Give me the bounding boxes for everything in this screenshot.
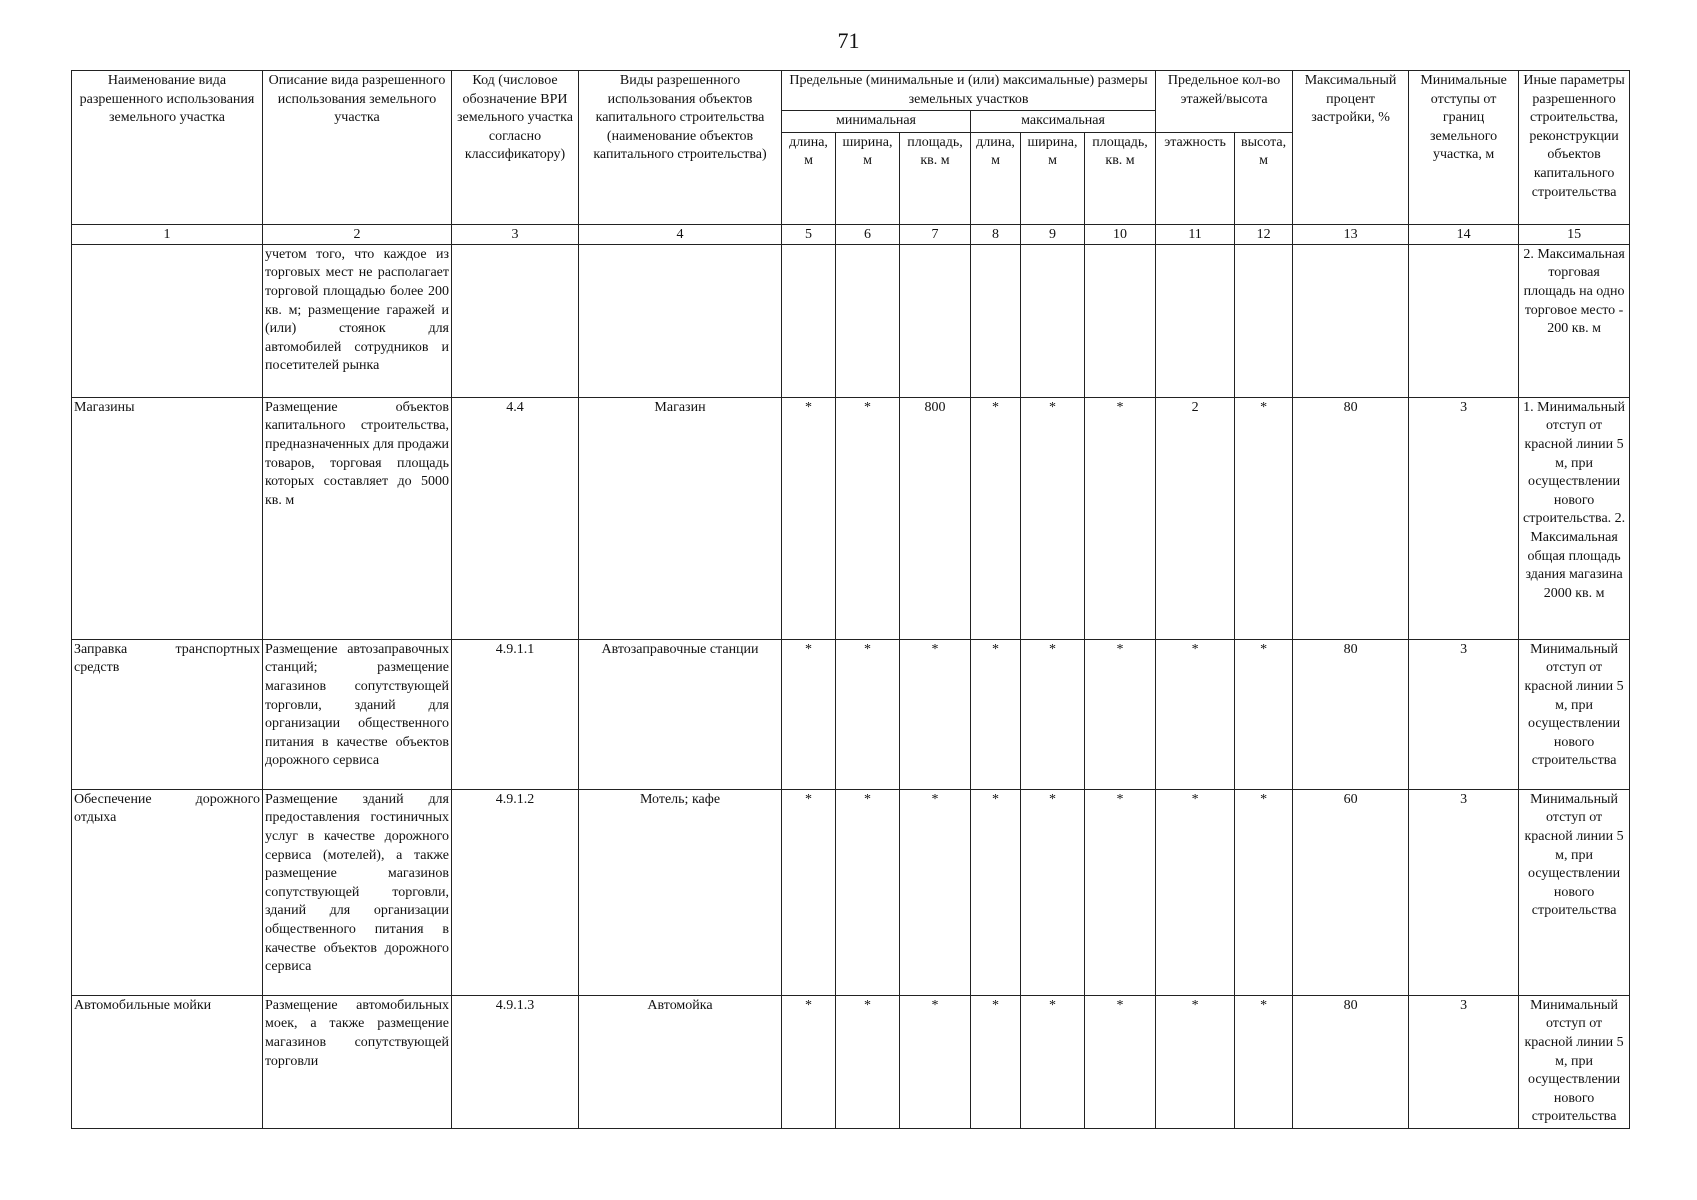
row-max-percent: 60 xyxy=(1293,789,1409,995)
column-number: 3 xyxy=(452,224,579,244)
row-objects: Автозаправочные станции xyxy=(579,639,782,789)
table-row xyxy=(72,397,1630,639)
row-min-length xyxy=(782,244,836,397)
row-objects: Мотель; кафе xyxy=(579,789,782,995)
column-number: 1 xyxy=(72,224,263,244)
row-other-params: 1. Минимальный отступ от красной линии 5 м, при осуществлении нового строительства. 2. Максимальная общая площадь здания магазина 2000 кв. м xyxy=(1519,397,1630,639)
header-max-length: длина, м xyxy=(971,132,1021,224)
column-number: 11 xyxy=(1156,224,1235,244)
row-description: Размещение автомобильных моек, а также размещение магазинов сопутствующей торговли xyxy=(263,995,452,1128)
column-number: 4 xyxy=(579,224,782,244)
row-min-area: 800 xyxy=(900,397,971,639)
row-min-area: * xyxy=(900,995,971,1128)
table-row xyxy=(72,789,1630,995)
column-number: 5 xyxy=(782,224,836,244)
row-max-percent: 80 xyxy=(1293,397,1409,639)
row-min-area xyxy=(900,244,971,397)
table-row xyxy=(72,995,1630,1128)
header-max-area: площадь, кв. м xyxy=(1085,132,1156,224)
header-height: высота, м xyxy=(1235,132,1293,224)
row-objects: Магазин xyxy=(579,397,782,639)
column-number: 10 xyxy=(1085,224,1156,244)
row-min-width xyxy=(836,244,900,397)
row-max-percent: 80 xyxy=(1293,639,1409,789)
table-row xyxy=(72,639,1630,789)
row-floors: * xyxy=(1156,639,1235,789)
header-max-percent: Максимальный процент застройки, % xyxy=(1293,71,1409,225)
column-number: 7 xyxy=(900,224,971,244)
row-offset: 3 xyxy=(1409,639,1519,789)
row-max-area: * xyxy=(1085,789,1156,995)
header-description: Описание вида разрешенного использования земельного участка xyxy=(263,71,452,225)
column-number: 12 xyxy=(1235,224,1293,244)
header-min-area: площадь, кв. м xyxy=(900,132,971,224)
row-other-params: Минимальный отступ от красной линии 5 м, при осуществлении нового строительства xyxy=(1519,995,1630,1128)
row-max-length xyxy=(971,244,1021,397)
row-max-area: * xyxy=(1085,639,1156,789)
row-description: Размещение объектов капитального строительства, предназначенных для продажи товаров, торговая площадь которых составляет до 5000 кв. м xyxy=(263,397,452,639)
row-min-length: * xyxy=(782,639,836,789)
row-max-width xyxy=(1021,244,1085,397)
row-code: 4.9.1.3 xyxy=(452,995,579,1128)
row-height: * xyxy=(1235,639,1293,789)
column-number: 15 xyxy=(1519,224,1630,244)
row-max-width: * xyxy=(1021,397,1085,639)
row-height xyxy=(1235,244,1293,397)
row-offset: 3 xyxy=(1409,397,1519,639)
row-min-length: * xyxy=(782,789,836,995)
row-other-params: Минимальный отступ от красной линии 5 м, при осуществлении нового строительства xyxy=(1519,639,1630,789)
row-max-width: * xyxy=(1021,639,1085,789)
row-max-area: * xyxy=(1085,397,1156,639)
row-name: Обеспечение дорожного отдыха xyxy=(72,789,263,995)
row-max-width: * xyxy=(1021,995,1085,1128)
row-max-area: * xyxy=(1085,995,1156,1128)
row-name xyxy=(72,244,263,397)
row-height: * xyxy=(1235,789,1293,995)
row-min-width: * xyxy=(836,995,900,1128)
row-min-area: * xyxy=(900,789,971,995)
row-max-area xyxy=(1085,244,1156,397)
column-number: 14 xyxy=(1409,224,1519,244)
header-min-length: длина, м xyxy=(782,132,836,224)
header-row-1 xyxy=(72,71,1630,111)
row-min-width: * xyxy=(836,789,900,995)
header-min-offsets: Минимальные отступы от границ земельного участка, м xyxy=(1409,71,1519,225)
header-objects: Виды разрешенного использования объектов капитального строительства (наименование объектов капитального строительства) xyxy=(579,71,782,225)
header-max-width: ширина, м xyxy=(1021,132,1085,224)
row-name: Магазины xyxy=(72,397,263,639)
row-description: Размещение автозаправочных станций; размещение магазинов сопутствующей торговли, зданий для организации общественного питания в качестве объектов дорожного сервиса xyxy=(263,639,452,789)
row-max-width: * xyxy=(1021,789,1085,995)
row-code: 4.9.1.2 xyxy=(452,789,579,995)
column-number: 6 xyxy=(836,224,900,244)
row-max-length: * xyxy=(971,397,1021,639)
row-objects: Автомойка xyxy=(579,995,782,1128)
column-number: 8 xyxy=(971,224,1021,244)
row-offset xyxy=(1409,244,1519,397)
row-height: * xyxy=(1235,995,1293,1128)
zoning-regulations-table xyxy=(71,70,1630,1129)
row-name: Автомобильные мойки xyxy=(72,995,263,1128)
header-name: Наименование вида разрешенного использования земельного участка xyxy=(72,71,263,225)
row-code: 4.9.1.1 xyxy=(452,639,579,789)
row-objects xyxy=(579,244,782,397)
header-floors-group: Предельное кол-во этажей/высота xyxy=(1156,71,1293,133)
row-min-area: * xyxy=(900,639,971,789)
row-max-length: * xyxy=(971,639,1021,789)
row-min-length: * xyxy=(782,397,836,639)
row-name: Заправка транспортных средств xyxy=(72,639,263,789)
row-code xyxy=(452,244,579,397)
row-max-length: * xyxy=(971,995,1021,1128)
header-floors: этажность xyxy=(1156,132,1235,224)
row-min-width: * xyxy=(836,397,900,639)
row-floors: * xyxy=(1156,995,1235,1128)
header-code: Код (числовое обозначение ВРИ земельного участка согласно классификатору) xyxy=(452,71,579,225)
column-number: 9 xyxy=(1021,224,1085,244)
row-max-percent: 80 xyxy=(1293,995,1409,1128)
row-min-length: * xyxy=(782,995,836,1128)
row-offset: 3 xyxy=(1409,995,1519,1128)
row-max-length: * xyxy=(971,789,1021,995)
header-min-group: минимальная xyxy=(782,111,971,133)
row-max-percent xyxy=(1293,244,1409,397)
row-height: * xyxy=(1235,397,1293,639)
row-code: 4.4 xyxy=(452,397,579,639)
row-min-width: * xyxy=(836,639,900,789)
row-floors xyxy=(1156,244,1235,397)
row-other-params: 2. Максимальная торговая площадь на одно торговое место - 200 кв. м xyxy=(1519,244,1630,397)
header-other-params: Иные параметры разрешенного строительства, реконструкции объектов капитального строительства xyxy=(1519,71,1630,225)
header-min-width: ширина, м xyxy=(836,132,900,224)
header-max-group: максимальная xyxy=(971,111,1156,133)
table-row xyxy=(72,244,1630,397)
row-floors: 2 xyxy=(1156,397,1235,639)
column-numbers-row xyxy=(72,224,1630,244)
row-floors: * xyxy=(1156,789,1235,995)
header-sizes-group: Предельные (минимальные и (или) максимальные) размеры земельных участков xyxy=(782,71,1156,111)
row-other-params: Минимальный отступ от красной линии 5 м, при осуществлении нового строительства xyxy=(1519,789,1630,995)
row-offset: 3 xyxy=(1409,789,1519,995)
column-number: 2 xyxy=(263,224,452,244)
column-number: 13 xyxy=(1293,224,1409,244)
row-description: Размещение зданий для предоставления гостиничных услуг в качестве дорожного сервиса (мотелей), а также размещение магазинов сопутствующей торговли, зданий для организации общественного питания в качестве объектов дорожного сервиса xyxy=(263,789,452,995)
row-description: учетом того, что каждое из торговых мест не располагает торговой площадью более 200 кв. м; размещение гаражей и (или) стоянок для автомобилей сотрудников и посетителей рынка xyxy=(263,244,452,397)
page-number: 71 xyxy=(837,28,860,53)
